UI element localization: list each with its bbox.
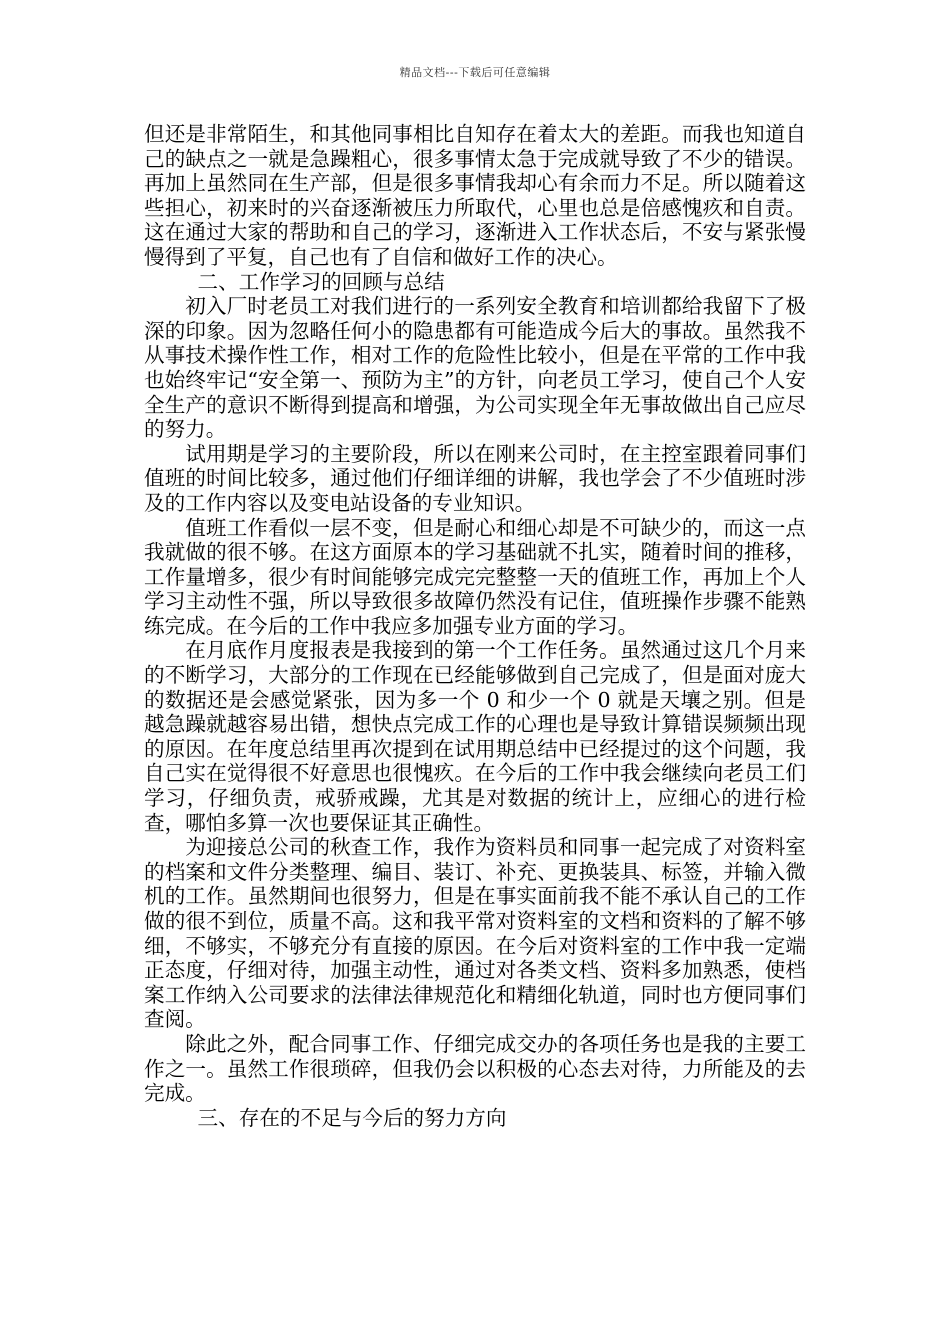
section-heading-review: 二、工作学习的回顾与总结 — [197, 269, 445, 294]
paragraph-archive-work: 为迎接总公司的秋查工作，我作为资料员和同事一起完成了对资料室的档案和文件分类整理、编目、装订、补充、更换装具、标签，并输入微机的工作。虽然期间也很努力，但是在事实面前我不能不承认自己的工作做的很不到位，质量不高。这和我平常对资料室的文档和资料的了解不够细，不够实，不够充分有直接的原因。在今后对资料室的工作中我一定端正态度，仔细对待，加强主动性，通过对各类文档、资料多加熟悉，使档案工作纳入公司要求的法律法律规范化和精细化轨道，同时也方便同事们查阅。 — [144, 835, 806, 1032]
document-body — [144, 122, 806, 1130]
page-header: 精品文档---下载后可任意编辑 — [399, 66, 551, 79]
section-heading-shortcomings: 三、存在的不足与今后的努力方向 — [197, 1105, 507, 1130]
paragraph-probation-learning: 试用期是学习的主要阶段，所以在刚来公司时，在主控室跟着同事们值班的时间比较多，通过他们仔细详细的讲解，我也学会了不少值班时涉及的工作内容以及变电站设备的专业知识。 — [144, 441, 806, 515]
paragraph-safety-training: 初入厂时老员工对我们进行的一系列安全教育和培训都给我留下了极深的印象。因为忽略任何小的隐患都有可能造成今后大的事故。虽然我不从事技术操作性工作，相对工作的危险性比较小，但是在平常的工作中我也始终牢记“安全第一、预防为主”的方针，向老员工学习，使自己个人安全生产的意识不断得到提高和增强，为公司实现全年无事故做出自己应尽的努力。 — [144, 294, 806, 442]
paragraph-duty-work: 值班工作看似一层不变，但是耐心和细心却是不可缺少的，而这一点我就做的很不够。在这方面原本的学习基础就不扎实，随着时间的推移，工作量增多，很少有时间能够完成完完整整一天的值班工作，再加上个人学习主动性不强，所以导致很多故障仍然没有记住，值班操作步骤不能熟练完成。在今后的工作中我应多加强专业方面的学习。 — [144, 515, 806, 638]
paragraph-monthly-report: 在月底作月度报表是我接到的第一个工作任务。虽然通过这几个月来的不断学习，大部分的工作现在已经能够做到自己完成了，但是面对庞大的数据还是会感觉紧张，因为多一个 0 和少一个 0 就是天壤之别。但是越急躁就越容易出错，想快点完成工作的心理也是导致计算错误频频出现的原因。在年度总结里再次提到在试用期总结中已经提过的这个问题，我自己实在觉得很不好意思也很愧疚。在今后的工作中我会继续向老员工们学习，仔细负责，戒骄戒躁，尤其是对数据的统计上，应细心的进行检查，哪怕多算一次也要保证其正确性。 — [144, 638, 806, 835]
paragraph-other-tasks: 除此之外，配合同事工作、仔细完成交办的各项任务也是我的主要工作之一。虽然工作很琐碎，但我仍会以积极的心态去对待，力所能及的去完成。 — [144, 1031, 806, 1106]
paragraph-intro-continued: 但还是非常陌生，和其他同事相比自知存在着太大的差距。而我也知道自己的缺点之一就是急躁粗心，很多事情太急于完成就导致了不少的错误。再加上虽然同在生产部，但是很多事情我却心有余而力不足。所以随着这些担心，初来时的兴奋逐渐被压力所取代，心里也总是倍感愧疚和自责。这在通过大家的帮助和自己的学习，逐渐进入工作状态后，不安与紧张慢慢得到了平复，自己也有了自信和做好工作的决心。 — [144, 122, 806, 269]
